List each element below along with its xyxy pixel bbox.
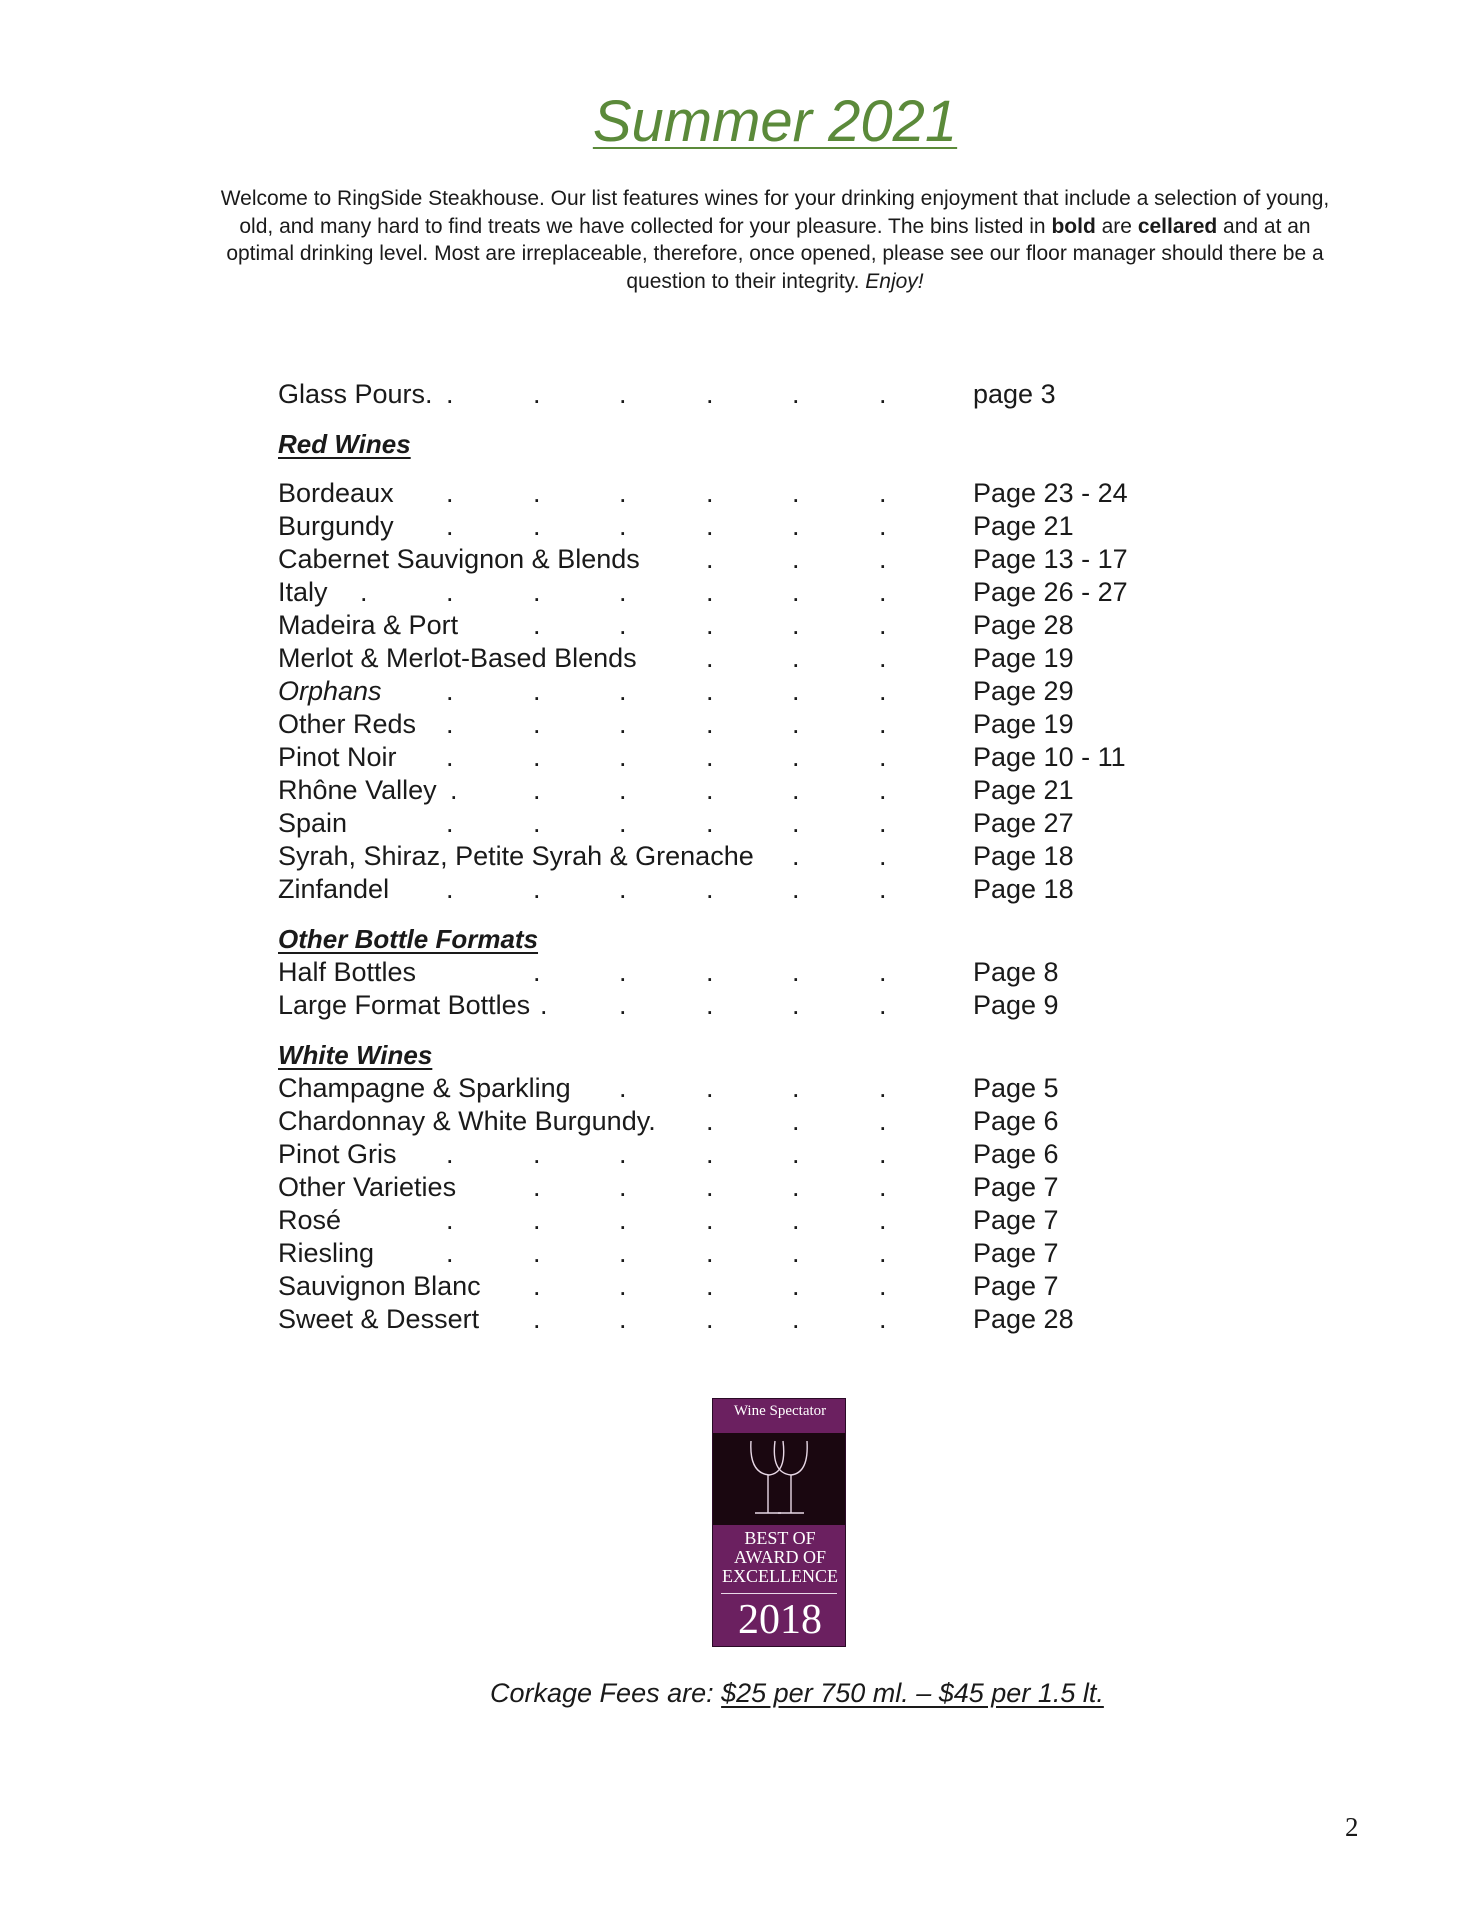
- leader-dot: .: [533, 1139, 541, 1169]
- intro-paragraph: [205, 185, 1345, 295]
- leader-dot: .: [879, 1238, 887, 1268]
- intro-text-1: Welcome to RingSide Steakhouse. Our list features wines for your drinking enjoyment that include a selection of young, old, and many hard to find treats we have collected for your pleasure. The bins listed in: [220, 187, 1330, 238]
- toc-row: [278, 642, 1278, 675]
- toc-entry-page: Page 28: [973, 610, 1074, 640]
- toc-entry-page: Page 19: [973, 709, 1074, 739]
- leader-dot: .: [619, 1172, 627, 1202]
- toc-entry-name: Italy: [278, 577, 328, 607]
- leader-dot: .: [619, 1139, 627, 1169]
- leader-dot: .: [533, 577, 541, 607]
- toc-entry-page: Page 10 - 11: [973, 742, 1126, 772]
- section-heading-other-bottle-formats: Other Bottle Formats: [278, 924, 539, 954]
- toc-row: [278, 807, 1278, 840]
- leader-dot: .: [619, 379, 627, 409]
- leader-dot: .: [792, 957, 800, 987]
- toc-entry-page: Page 18: [973, 841, 1074, 871]
- toc-row: [278, 1303, 1278, 1336]
- leader-dot: .: [619, 874, 627, 904]
- leader-dot: .: [792, 1238, 800, 1268]
- leader-dot: .: [706, 957, 714, 987]
- leader-dot: .: [706, 1271, 714, 1301]
- leader-dot: .: [792, 544, 800, 574]
- toc-entry-page: Page 8: [973, 957, 1059, 987]
- leader-dot: .: [619, 742, 627, 772]
- leader-dot: .: [706, 1172, 714, 1202]
- leader-dot: .: [879, 511, 887, 541]
- intro-closing: Enjoy!: [865, 269, 924, 293]
- toc-row: [278, 741, 1278, 774]
- leader-dot: .: [879, 643, 887, 673]
- toc-entry-page: Page 23 - 24: [973, 478, 1128, 508]
- page-title: Summer 2021: [592, 89, 958, 154]
- intro-text-2: and at an optimal drinking level. Most are irreplaceable, therefore, once opened, please see our floor manager should there be a question to their integrity.: [226, 214, 1324, 293]
- leader-dot: .: [446, 478, 454, 508]
- leader-dot: .: [446, 874, 454, 904]
- leader-dot: .: [879, 990, 887, 1020]
- leader-dot: .: [533, 1271, 541, 1301]
- leader-dot: .: [619, 709, 627, 739]
- leader-dot: .: [706, 1139, 714, 1169]
- leader-dot: .: [879, 742, 887, 772]
- leader-dot: .: [619, 577, 627, 607]
- toc-entry-page: Page 29: [973, 676, 1074, 706]
- leader-dot: .: [446, 1238, 454, 1268]
- leader-dot: .: [533, 1304, 541, 1334]
- toc-entry-page: Page 13 - 17: [973, 544, 1128, 574]
- leader-dot: .: [619, 808, 627, 838]
- toc-entry-name: Chardonnay & White Burgundy.: [278, 1106, 656, 1136]
- leader-dot: .: [619, 775, 627, 805]
- leader-dot: .: [706, 1205, 714, 1235]
- corkage-fee-amounts: $25 per 750 ml. – $45 per 1.5 lt.: [721, 1678, 1104, 1708]
- leader-dot: .: [533, 379, 541, 409]
- leader-dot: .: [792, 379, 800, 409]
- toc-entry-page: Page 26 - 27: [973, 577, 1128, 607]
- leader-dot: .: [792, 1106, 800, 1136]
- leader-dot: .: [619, 511, 627, 541]
- leader-dot: .: [706, 1073, 714, 1103]
- section-heading-red-wines: Red Wines: [278, 429, 411, 459]
- leader-dot: .: [533, 1238, 541, 1268]
- toc-entry-name: Spain: [278, 808, 348, 838]
- corkage-label: Corkage Fees are:: [490, 1678, 722, 1708]
- leader-dot: .: [792, 709, 800, 739]
- badge-year: 2018: [738, 1597, 822, 1643]
- toc-entry-name: Glass Pours.: [278, 379, 433, 409]
- toc-entry-name: Orphans: [278, 676, 382, 706]
- leader-dot: .: [792, 874, 800, 904]
- leader-dot: .: [879, 1073, 887, 1103]
- toc-row: [278, 1204, 1278, 1237]
- toc-entry-name: Half Bottles: [278, 957, 417, 987]
- leader-dot: .: [792, 610, 800, 640]
- leader-dot: .: [792, 511, 800, 541]
- toc-entry-page: Page 5: [973, 1073, 1059, 1103]
- badge-award-line2: AWARD OF: [733, 1547, 827, 1567]
- leader-dot: .: [450, 775, 458, 805]
- toc-row: [278, 510, 1278, 543]
- toc-entry-name: Madeira & Port: [278, 610, 459, 640]
- leader-dot: .: [533, 775, 541, 805]
- toc-entry-page: Page 9: [973, 990, 1059, 1020]
- leader-dot: .: [792, 841, 800, 871]
- leader-dot: .: [879, 709, 887, 739]
- toc-entry-page: Page 7: [973, 1172, 1059, 1202]
- leader-dot: .: [619, 478, 627, 508]
- badge-award-line3: EXCELLENCE: [722, 1566, 838, 1586]
- toc-row: [278, 840, 1278, 873]
- toc-entry-page: Page 6: [973, 1139, 1059, 1169]
- toc-entry-name: Sauvignon Blanc: [278, 1271, 481, 1301]
- toc-entry-name: Champagne & Sparkling: [278, 1073, 571, 1103]
- toc-row: [278, 989, 1278, 1022]
- leader-dot: .: [879, 676, 887, 706]
- toc-row: [278, 1270, 1278, 1303]
- leader-dot: .: [706, 676, 714, 706]
- toc-row: [278, 1171, 1278, 1204]
- leader-dot: .: [619, 676, 627, 706]
- leader-dot: .: [706, 544, 714, 574]
- toc-entry-name: Merlot & Merlot-Based Blends: [278, 643, 637, 673]
- leader-dot: .: [879, 1106, 887, 1136]
- toc-row: [278, 609, 1278, 642]
- leader-dot: .: [792, 1205, 800, 1235]
- leader-dot: .: [619, 610, 627, 640]
- leader-dot: .: [879, 1271, 887, 1301]
- toc-entry-name: Sweet & Dessert: [278, 1304, 480, 1334]
- leader-dot: .: [792, 676, 800, 706]
- toc-entry-name: Syrah, Shiraz, Petite Syrah & Grenache: [278, 841, 754, 871]
- leader-dot: .: [706, 775, 714, 805]
- leader-dot: .: [446, 676, 454, 706]
- leader-dot: .: [706, 709, 714, 739]
- leader-dot: .: [540, 990, 548, 1020]
- leader-dot: .: [792, 1172, 800, 1202]
- leader-dot: .: [619, 957, 627, 987]
- toc-row: [278, 1105, 1278, 1138]
- leader-dot: .: [533, 957, 541, 987]
- toc-entry-page: Page 7: [973, 1238, 1059, 1268]
- toc-entry-page: Page 6: [973, 1106, 1059, 1136]
- leader-dot: .: [792, 990, 800, 1020]
- leader-dot: .: [792, 1304, 800, 1334]
- leader-dot: .: [879, 1304, 887, 1334]
- intro-mid-word: are: [1095, 214, 1138, 238]
- leader-dot: .: [792, 577, 800, 607]
- leader-dot: .: [446, 1139, 454, 1169]
- leader-dot: .: [879, 1205, 887, 1235]
- leader-dot: .: [446, 511, 454, 541]
- intro-cellared-word: cellared: [1137, 214, 1218, 238]
- toc-entry-page: Page 27: [973, 808, 1074, 838]
- leader-dot: .: [879, 808, 887, 838]
- leader-dot: .: [533, 874, 541, 904]
- leader-dot: .: [706, 1304, 714, 1334]
- toc-entry-name: Bordeaux: [278, 478, 394, 508]
- toc-entry-name: Rosé: [278, 1205, 342, 1235]
- leader-dot: .: [706, 1106, 714, 1136]
- leader-dot: .: [879, 841, 887, 871]
- toc-entry-page: Page 21: [973, 775, 1074, 805]
- leader-dot: .: [446, 577, 454, 607]
- leader-dot: .: [879, 775, 887, 805]
- leader-dot: .: [533, 808, 541, 838]
- leader-dot: .: [619, 1271, 627, 1301]
- leader-dot: .: [879, 544, 887, 574]
- leader-dot: .: [792, 742, 800, 772]
- toc-row: [278, 477, 1278, 510]
- toc-row-glass-pours: [278, 378, 1278, 411]
- leader-dot: .: [446, 1205, 454, 1235]
- leader-dot: .: [533, 511, 541, 541]
- leader-dot: .: [706, 379, 714, 409]
- leader-dot: .: [446, 742, 454, 772]
- leader-dot: .: [879, 874, 887, 904]
- toc-entry-page: Page 19: [973, 643, 1074, 673]
- leader-dot: .: [706, 808, 714, 838]
- badge-brand: Wine Spectator: [733, 1403, 827, 1419]
- leader-dot: .: [533, 1172, 541, 1202]
- badge-award-text: [713, 1529, 847, 1586]
- leader-dot: .: [533, 610, 541, 640]
- toc-row: [278, 543, 1278, 576]
- leader-dot: .: [446, 379, 454, 409]
- leader-dot: .: [619, 990, 627, 1020]
- toc-entry-page: Page 21: [973, 511, 1074, 541]
- leader-dot: .: [792, 643, 800, 673]
- toc-entry-page: Page 18: [973, 874, 1074, 904]
- badge-divider: [721, 1593, 837, 1594]
- toc-row: [278, 708, 1278, 741]
- leader-dot: .: [619, 1205, 627, 1235]
- toc-entry-page: Page 7: [973, 1205, 1059, 1235]
- leader-dot: .: [792, 775, 800, 805]
- leader-dot: .: [619, 1073, 627, 1103]
- leader-dot: .: [792, 1271, 800, 1301]
- page-number: 2: [1345, 1812, 1359, 1842]
- leader-dot: .: [706, 990, 714, 1020]
- toc-entry-name: Pinot Noir: [278, 742, 397, 772]
- toc-row: [278, 1237, 1278, 1270]
- leader-dot: .: [706, 511, 714, 541]
- toc-entry-name: Large Format Bottles: [278, 990, 531, 1020]
- wine-glasses-icon: [713, 1433, 845, 1525]
- corkage-fees: [490, 1678, 1104, 1709]
- badge-award-line1: BEST OF: [744, 1528, 816, 1548]
- leader-dot: .: [706, 643, 714, 673]
- toc-row: [278, 873, 1278, 906]
- toc-entry-name: Zinfandel: [278, 874, 390, 904]
- leader-dot: .: [706, 577, 714, 607]
- toc-row: [278, 675, 1278, 708]
- leader-dot: .: [879, 957, 887, 987]
- leader-dot: .: [879, 478, 887, 508]
- leader-dot: .: [879, 1139, 887, 1169]
- leader-dot: .: [706, 610, 714, 640]
- toc-row: [278, 1138, 1278, 1171]
- toc-entry-name: Other Reds: [278, 709, 417, 739]
- leader-dot: .: [706, 874, 714, 904]
- toc-entry-name: Pinot Gris: [278, 1139, 397, 1169]
- wine-spectator-award-badge: [712, 1398, 846, 1647]
- toc-entry-name: Burgundy: [278, 511, 394, 541]
- leader-dot: .: [619, 1304, 627, 1334]
- leader-dot: .: [879, 1172, 887, 1202]
- toc-entry-name: Rhône Valley: [278, 775, 437, 805]
- toc-entry-page: Page 28: [973, 1304, 1074, 1334]
- toc-row: [278, 956, 1278, 989]
- leader-dot: .: [792, 808, 800, 838]
- toc-row: [278, 774, 1278, 807]
- leader-dot: .: [533, 742, 541, 772]
- leader-dot: .: [533, 676, 541, 706]
- leader-dot: .: [879, 577, 887, 607]
- toc-entry-name: Other Varieties: [278, 1172, 457, 1202]
- toc-entry-name: Cabernet Sauvignon & Blends: [278, 544, 640, 574]
- toc-entry-page: page 3: [973, 379, 1056, 409]
- leader-dot: .: [533, 478, 541, 508]
- leader-dot: .: [792, 1073, 800, 1103]
- leader-dot: .: [706, 1238, 714, 1268]
- toc-row: [278, 1072, 1278, 1105]
- toc-row: [278, 576, 1278, 609]
- leader-dot: .: [446, 808, 454, 838]
- toc-entry-page: Page 7: [973, 1271, 1059, 1301]
- leader-dot: .: [706, 478, 714, 508]
- leader-dot: .: [792, 478, 800, 508]
- section-heading-white-wines: White Wines: [278, 1040, 433, 1070]
- leader-dot: .: [533, 1205, 541, 1235]
- leader-dot: .: [360, 577, 368, 607]
- leader-dot: .: [533, 709, 541, 739]
- leader-dot: .: [706, 742, 714, 772]
- intro-bold-word: bold: [1051, 214, 1096, 238]
- toc-entry-name: Riesling: [278, 1238, 375, 1268]
- leader-dot: .: [446, 709, 454, 739]
- leader-dot: .: [619, 1238, 627, 1268]
- leader-dot: .: [879, 610, 887, 640]
- leader-dot: .: [879, 379, 887, 409]
- leader-dot: .: [792, 1139, 800, 1169]
